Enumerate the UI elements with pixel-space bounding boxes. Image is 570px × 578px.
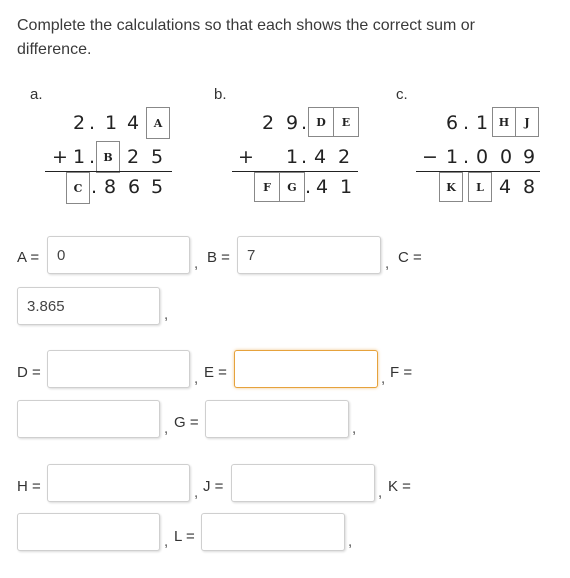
field-j-input[interactable] <box>231 464 375 502</box>
digit: 1 <box>73 146 86 168</box>
field-b-label: B = <box>207 249 230 266</box>
instructions: Complete the calculations so that each shows the correct sum or difference. <box>17 17 475 58</box>
field-l-label: L = <box>174 528 195 545</box>
blank-box-j: J <box>515 107 539 137</box>
separator: , <box>348 533 353 550</box>
digit: 0 <box>476 146 489 168</box>
digit: 4 <box>127 112 140 134</box>
field-c-input[interactable]: 3.865 <box>17 287 160 325</box>
field-k-input[interactable] <box>17 513 160 551</box>
field-a-input[interactable]: 0 <box>47 236 190 274</box>
digit: 1 <box>105 112 118 134</box>
digit: . <box>463 146 470 168</box>
digit: 2 <box>262 112 275 134</box>
field-g-label: G = <box>174 414 199 431</box>
digit: . <box>301 112 308 134</box>
digit: 8 <box>523 176 536 198</box>
blank-box-c: C <box>66 172 90 204</box>
blank-box-d: D <box>308 107 334 137</box>
blank-box-a: A <box>146 107 170 139</box>
separator: , <box>352 420 357 437</box>
blank-box-l: L <box>468 172 492 202</box>
digit: 1 <box>446 146 459 168</box>
digit: . <box>301 146 308 168</box>
digit: 2 <box>127 146 140 168</box>
digit: 9 <box>286 112 299 134</box>
field-k-label: K = <box>388 478 411 495</box>
plus-sign: + <box>238 146 254 168</box>
digit: 6 <box>446 112 459 134</box>
blank-box-f: F <box>254 172 280 202</box>
blank-box-h: H <box>492 107 516 137</box>
digit: 2 <box>73 112 86 134</box>
field-d-input[interactable] <box>47 350 190 388</box>
separator: , <box>194 370 199 387</box>
separator: , <box>194 255 199 272</box>
digit: . <box>305 176 312 198</box>
separator: , <box>194 484 199 501</box>
separator: , <box>378 484 383 501</box>
minus-sign: − <box>422 146 438 168</box>
digit: 5 <box>151 146 164 168</box>
separator: , <box>164 533 169 550</box>
digit: 9 <box>523 146 536 168</box>
digit: 4 <box>316 176 329 198</box>
field-f-input[interactable] <box>17 400 160 438</box>
plus-sign: + <box>52 146 68 168</box>
field-g-input[interactable] <box>205 400 349 438</box>
field-c-label: C = <box>398 249 422 266</box>
blank-box-b: B <box>96 141 120 173</box>
field-h-input[interactable] <box>47 464 190 502</box>
blank-box-e: E <box>333 107 359 137</box>
field-f-label: F = <box>390 364 413 381</box>
field-e-input[interactable] <box>234 350 378 388</box>
field-h-label: H = <box>17 478 41 495</box>
separator: , <box>381 370 386 387</box>
digit: 2 <box>338 146 351 168</box>
separator: , <box>164 420 169 437</box>
separator: , <box>385 255 390 272</box>
field-e-label: E = <box>204 364 227 381</box>
digit: 0 <box>500 146 513 168</box>
digit: . <box>91 176 98 198</box>
digit: . <box>89 112 96 134</box>
problem-b-label: b. <box>214 86 227 103</box>
blank-box-g: G <box>279 172 305 202</box>
digit: . <box>463 112 470 134</box>
digit: 1 <box>340 176 353 198</box>
field-l-input[interactable] <box>201 513 345 551</box>
digit: 5 <box>151 176 164 198</box>
digit: 1 <box>476 112 489 134</box>
digit: 1 <box>286 146 299 168</box>
field-a-label: A = <box>17 249 40 266</box>
digit: 8 <box>104 176 117 198</box>
blank-box-k: K <box>439 172 463 202</box>
field-d-label: D = <box>17 364 41 381</box>
digit: 6 <box>128 176 141 198</box>
problem-c-label: c. <box>396 86 408 103</box>
problem-a-label: a. <box>30 86 43 103</box>
separator: , <box>164 306 169 323</box>
field-j-label: J = <box>203 478 224 495</box>
digit: 4 <box>499 176 512 198</box>
digit: 4 <box>314 146 327 168</box>
sum-line <box>45 171 172 172</box>
digit: . <box>89 146 96 168</box>
field-b-input[interactable]: 7 <box>237 236 381 274</box>
